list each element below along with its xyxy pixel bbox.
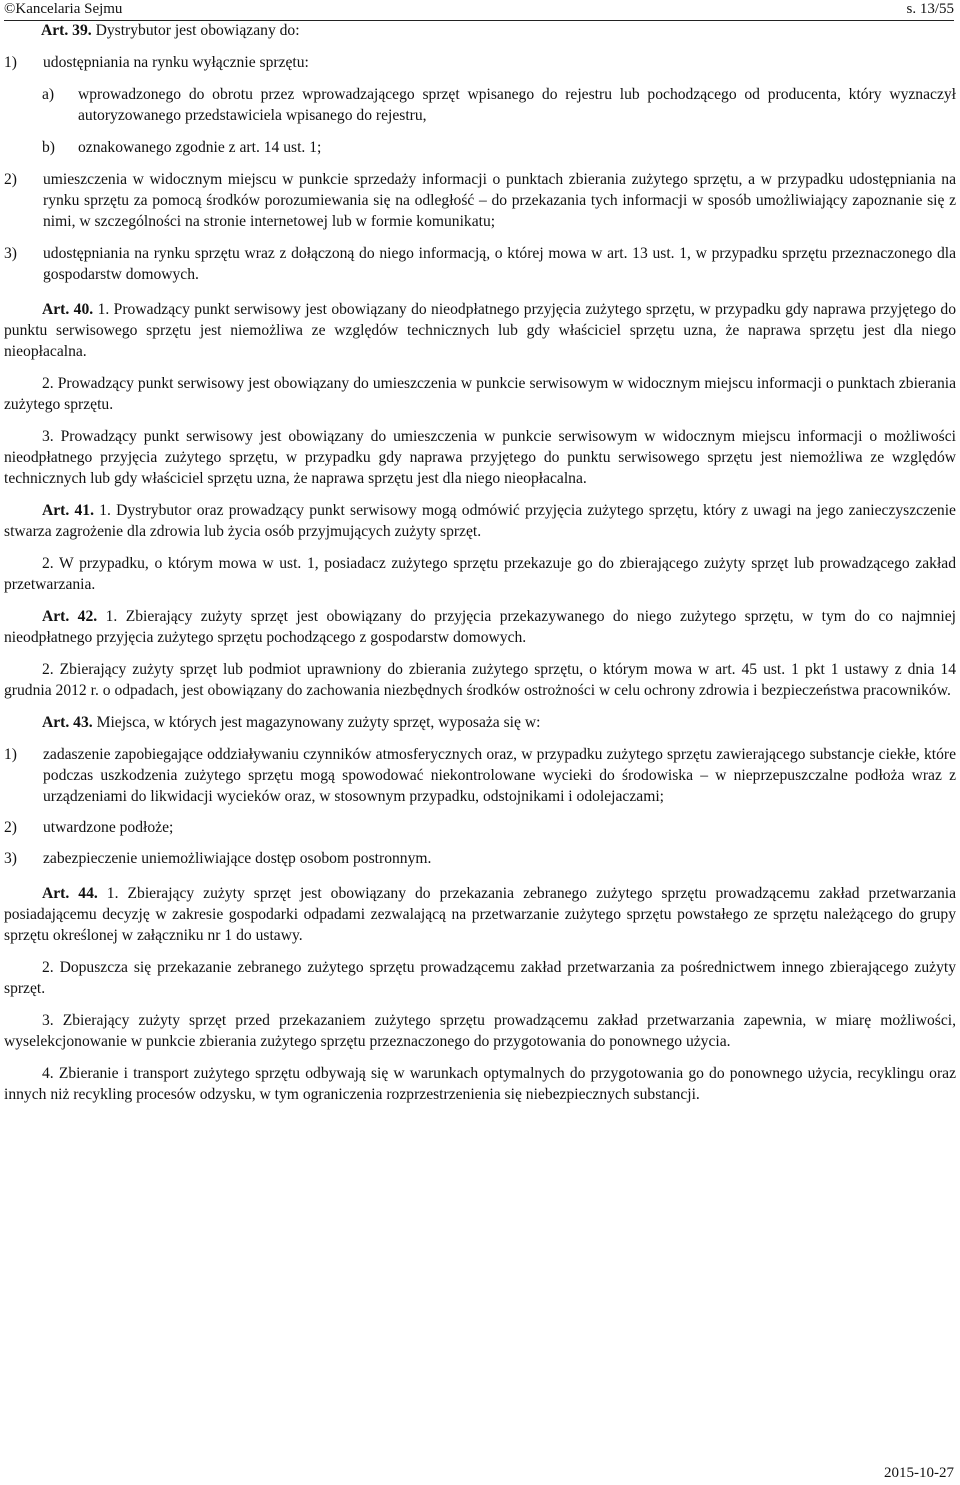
article-43-item-1 (4, 744, 956, 807)
paragraph-text: 1. Zbierający zużyty sprzęt jest obowiązany do przyjęcia przekazywanego do niego zużytego sprzętu, w tym do co najmniej nieodpłatnego przyjęcia zużytego sprzętu pochodzącego z gospodarstw domowych. (4, 608, 957, 646)
article-44-paragraph-1 (4, 883, 956, 946)
document-body (4, 20, 956, 1116)
subitem-letter: b) (42, 139, 55, 156)
subitem-text: wprowadzonego do obrotu przez wprowadzającego sprzęt wpisanego do rejestru lub pochodzącego od producenta, który wyznaczył autoryzowanego przedstawiciela wpisanego do rejestru, (78, 86, 956, 124)
subitem-letter: a) (42, 86, 55, 103)
article-39-subitem-b (4, 137, 956, 158)
paragraph-text: 1. Dystrybutor oraz prowadzący punkt serwisowy mogą odmówić przyjęcia zużytego sprzętu, który z uwagi na jego zanieczyszczenie stwarza zagrożenie dla zdrowia lub życia osób przyjmujących zużyty sprzęt. (4, 502, 956, 540)
article-41-paragraph-1 (4, 500, 956, 542)
paragraph-text: 1. Zbierający zużyty sprzęt jest obowiązany do przekazania zebranego zużytego sprzętu prowadzącemu zakład przetwarzania posiadającemu decyzję w zakresie gospodarki odpadami zezwalającą na przetwarzanie zużytego sprzętu powstałego ze sprzętu należącego do grupy sprzętu określonej w załączniku nr 1 do ustawy. (4, 885, 956, 944)
item-text: zabezpieczenie uniemożliwiające dostęp osobom postronnym. (43, 850, 432, 867)
article-39-item-3 (4, 243, 956, 285)
item-text: umieszczenia w widocznym miejscu w punkcie sprzedaży informacji o punktach zbierania zużytego sprzętu, a w przypadku udostępniania na rynku sprzętu za pomocą środków porozumiewania się na odległość – do przekazania tych informacji w sposób umożliwiający zapoznanie się z nimi, w szczególności na stronie internetowej lub w formie komunikatu; (43, 171, 956, 230)
article-43-text: Miejsca, w których jest magazynowany zużyty sprzęt, wyposaża się w: (96, 714, 541, 731)
article-43-item-2 (4, 817, 956, 838)
footer-date: 2015-10-27 (884, 1465, 954, 1481)
article-42-heading: Art. 42. (42, 608, 98, 625)
item-text: zadaszenie zapobiegające oddziaływaniu czynników atmosferycznych oraz, w przypadku zużytego sprzętu zawierającego substancje ciekłe, które podczas uszkodzenia zużytego sprzętu mogą spowodować niekontrolowane wycieki do środowiska – w nieprzepuszczalne podłoża wraz z urządzeniami do likwidacji wycieków oraz, w stosownym przypadku, odstojnikami i odolejaczami; (43, 746, 956, 805)
item-number: 1) (4, 54, 17, 71)
article-39 (4, 20, 956, 41)
article-39-item-2 (4, 169, 956, 232)
article-43-heading: Art. 43. (42, 714, 93, 731)
header-publisher: ©Kancelaria Sejmu (4, 1, 123, 17)
article-41-heading: Art. 41. (42, 502, 94, 519)
article-42-paragraph-1 (4, 606, 956, 648)
subitem-text: oznakowanego zgodnie z art. 14 ust. 1; (78, 139, 322, 156)
article-40-paragraph-2: 2. Prowadzący punkt serwisowy jest obowiązany do umieszczenia w punkcie serwisowym w widocznym miejscu informacji o punktach zbierania zużytego sprzętu. (4, 375, 956, 413)
item-number: 2) (4, 171, 17, 188)
article-39-subitem-a (4, 84, 956, 126)
article-39-heading: Art. 39. (41, 22, 92, 39)
item-number: 1) (4, 746, 17, 763)
article-44-paragraph-4: 4. Zbieranie i transport zużytego sprzętu odbywają się w warunkach optymalnych do przygotowania go do ponownego użycia, recyklingu oraz innych niż recykling procesów odzysku, w tym ograniczenia rozprzestrzenienia się niebezpiecznych substancji. (4, 1065, 956, 1103)
page-header (4, 0, 954, 21)
article-44-paragraph-2: 2. Dopuszcza się przekazanie zebranego zużytego sprzętu prowadzącemu zakład przetwarzania za pośrednictwem innego zbierającego zużyty sprzęt. (4, 959, 956, 997)
article-39-item-1 (4, 52, 956, 73)
article-42-paragraph-2: 2. Zbierający zużyty sprzęt lub podmiot uprawniony do zbierania zużytego sprzętu, o którym mowa w art. 45 ust. 1 pkt 1 ustawy z dnia 14 grudnia 2012 r. o odpadach, jest obowiązany do zachowania niezbędnych środków ostrożności w celu ochrony zdrowia i bezpieczeństwa pracowników. (4, 661, 956, 699)
article-44-heading: Art. 44. (42, 885, 98, 902)
article-39-text: Dystrybutor jest obowiązany do: (95, 22, 300, 39)
article-43-item-3 (4, 848, 956, 869)
article-40-paragraph-3: 3. Prowadzący punkt serwisowy jest obowiązany do umieszczenia w punkcie serwisowym w widocznym miejscu informacji o możliwości nieodpłatnego przyjęcia zużytego sprzętu, w przypadku gdy naprawa przyjętego do punktu serwisowego sprzętu jest niemożliwa ze względów technicznych lub gdy właściciel sprzętu uzna, że naprawa sprzętu jest dla niego nieopłacalna. (4, 428, 956, 487)
item-text: udostępniania na rynku sprzętu wraz z dołączoną do niego informacją, o której mowa w art. 13 ust. 1, w przypadku sprzętu przeznaczonego dla gospodarstw domowych. (43, 245, 956, 283)
article-44-paragraph-3: 3. Zbierający zużyty sprzęt przed przekazaniem zużytego sprzętu prowadzącemu zakład przetwarzania zapewnia, w miarę możliwości, wyselekcjonowanie w punkcie zbierania zużytego sprzętu przeznaczonego do przygotowania do ponownego użycia. (4, 1012, 956, 1050)
item-number: 3) (4, 850, 17, 867)
item-text: udostępniania na rynku wyłącznie sprzętu: (43, 54, 309, 71)
article-41-paragraph-2: 2. W przypadku, o którym mowa w ust. 1, posiadacz zużytego sprzętu przekazuje go do zbierającego zużyty sprzęt lub prowadzącego zakład przetwarzania. (4, 555, 956, 593)
paragraph-text: 1. Prowadzący punkt serwisowy jest obowiązany do nieodpłatnego przyjęcia zużytego sprzętu, w przypadku gdy naprawa przyjętego do punktu serwisowego sprzętu jest niemożliwa ze względów technicznych lub gdy właściciel sprzętu uzna, że naprawa sprzętu jest dla niego nieopłacalna. (4, 301, 956, 360)
article-43 (4, 712, 956, 733)
article-40-paragraph-1 (4, 299, 956, 362)
article-40-heading: Art. 40. (42, 301, 94, 318)
item-number: 2) (4, 819, 17, 836)
item-text: utwardzone podłoże; (43, 819, 174, 836)
item-number: 3) (4, 245, 17, 262)
header-page-number: s. 13/55 (906, 1, 954, 17)
